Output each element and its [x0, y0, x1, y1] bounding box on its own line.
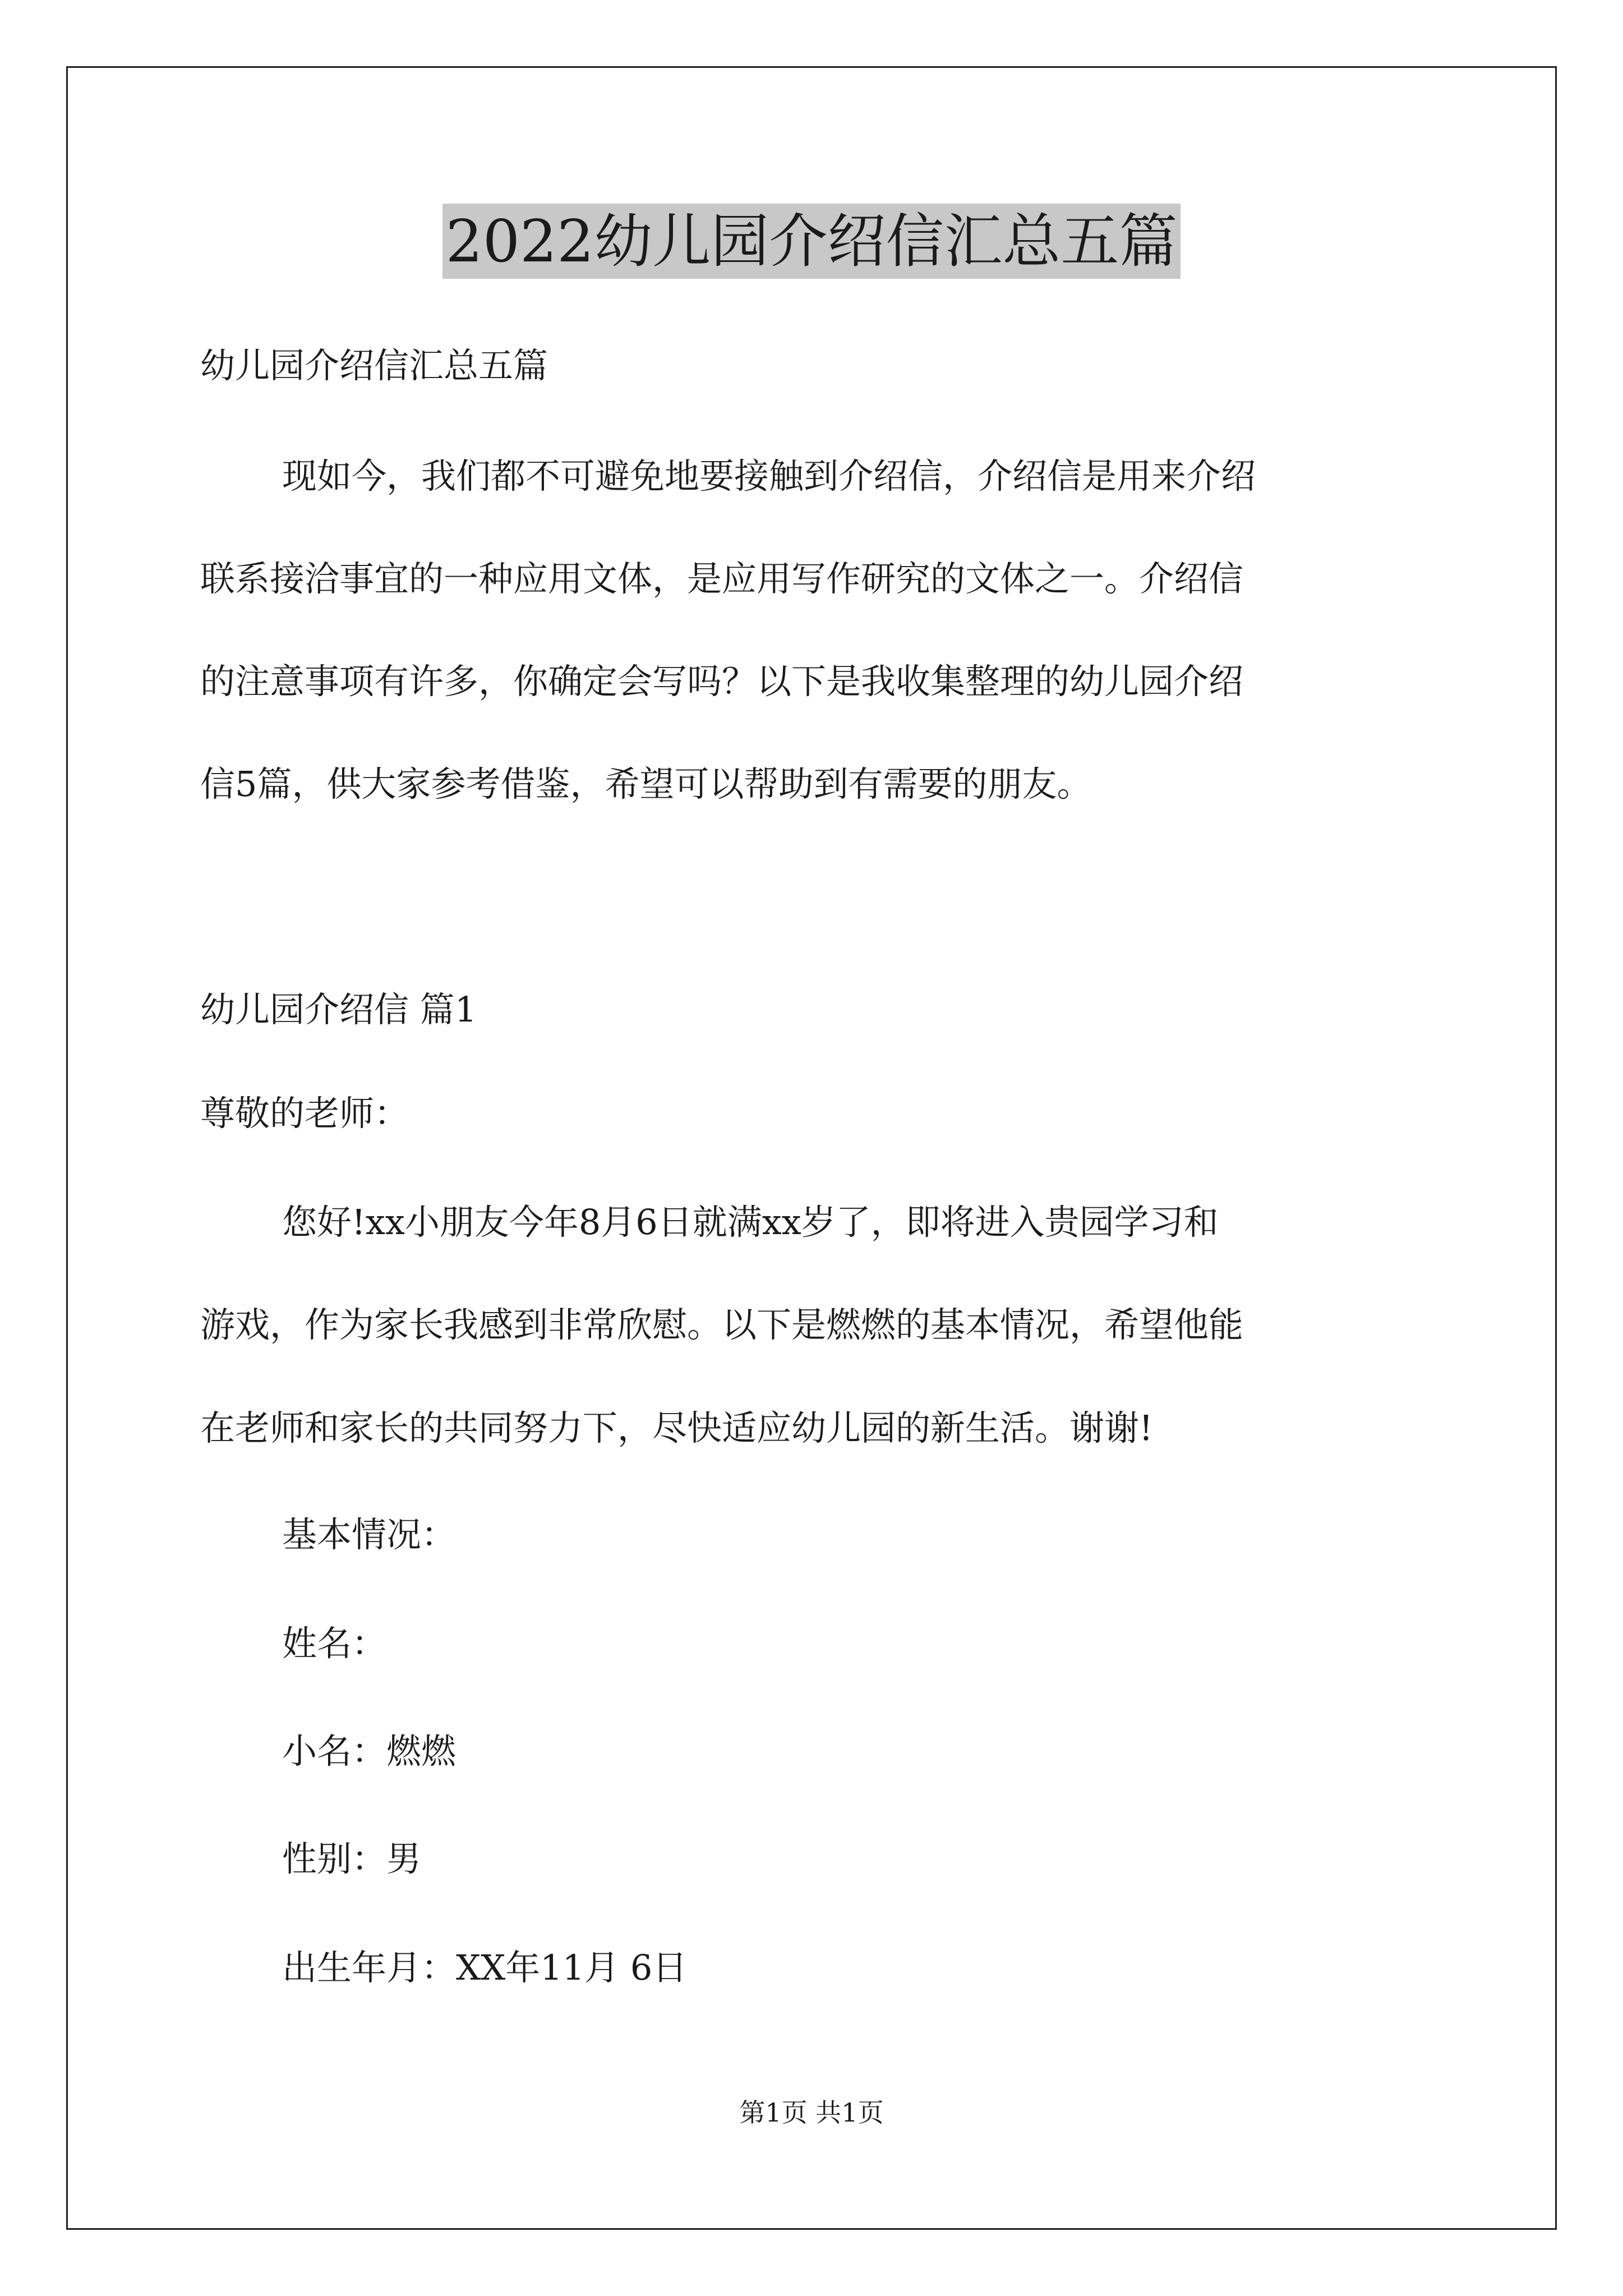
letter-line: 在老师和家长的共同努力下，尽快适应幼儿园的新生活。谢谢! [200, 1407, 1153, 1448]
page-footer: 第1页 共1页 [739, 2097, 884, 2128]
basic-info-heading: 基本情况： [282, 1514, 457, 1555]
intro-line: 现如今，我们都不可避免地要接触到介绍信，介绍信是用来介绍 [282, 455, 1256, 496]
intro-line: 的注意事项有许多，你确定会写吗？以下是我收集整理的幼儿园介绍 [200, 661, 1244, 702]
salutation: 尊敬的老师： [200, 1093, 409, 1134]
document-title-text: 2022幼儿园介绍信汇总五篇 [442, 204, 1181, 279]
page-border [66, 66, 1557, 2230]
letter-line: 游戏，作为家长我感到非常欣慰。以下是燃燃的基本情况，希望他能 [200, 1304, 1244, 1345]
subtitle: 幼儿园介绍信汇总五篇 [200, 345, 548, 386]
info-item: 出生年月：XX年11月 6日 [282, 1947, 688, 1988]
letter-line: 您好!xx小朋友今年8月6日就满xx岁了，即将进入贵园学习和 [282, 1202, 1219, 1243]
intro-line: 信5篇，供大家参考借鉴，希望可以帮助到有需要的朋友。 [200, 763, 1092, 804]
info-item: 性别：男 [282, 1838, 422, 1879]
section-heading: 幼儿园介绍信 篇1 [200, 989, 477, 1030]
info-item: 姓名： [282, 1623, 387, 1664]
intro-line: 联系接洽事宜的一种应用文体，是应用写作研究的文体之一。介绍信 [200, 558, 1244, 599]
info-item: 小名：燃燃 [282, 1731, 457, 1772]
document-title [0, 202, 1623, 280]
